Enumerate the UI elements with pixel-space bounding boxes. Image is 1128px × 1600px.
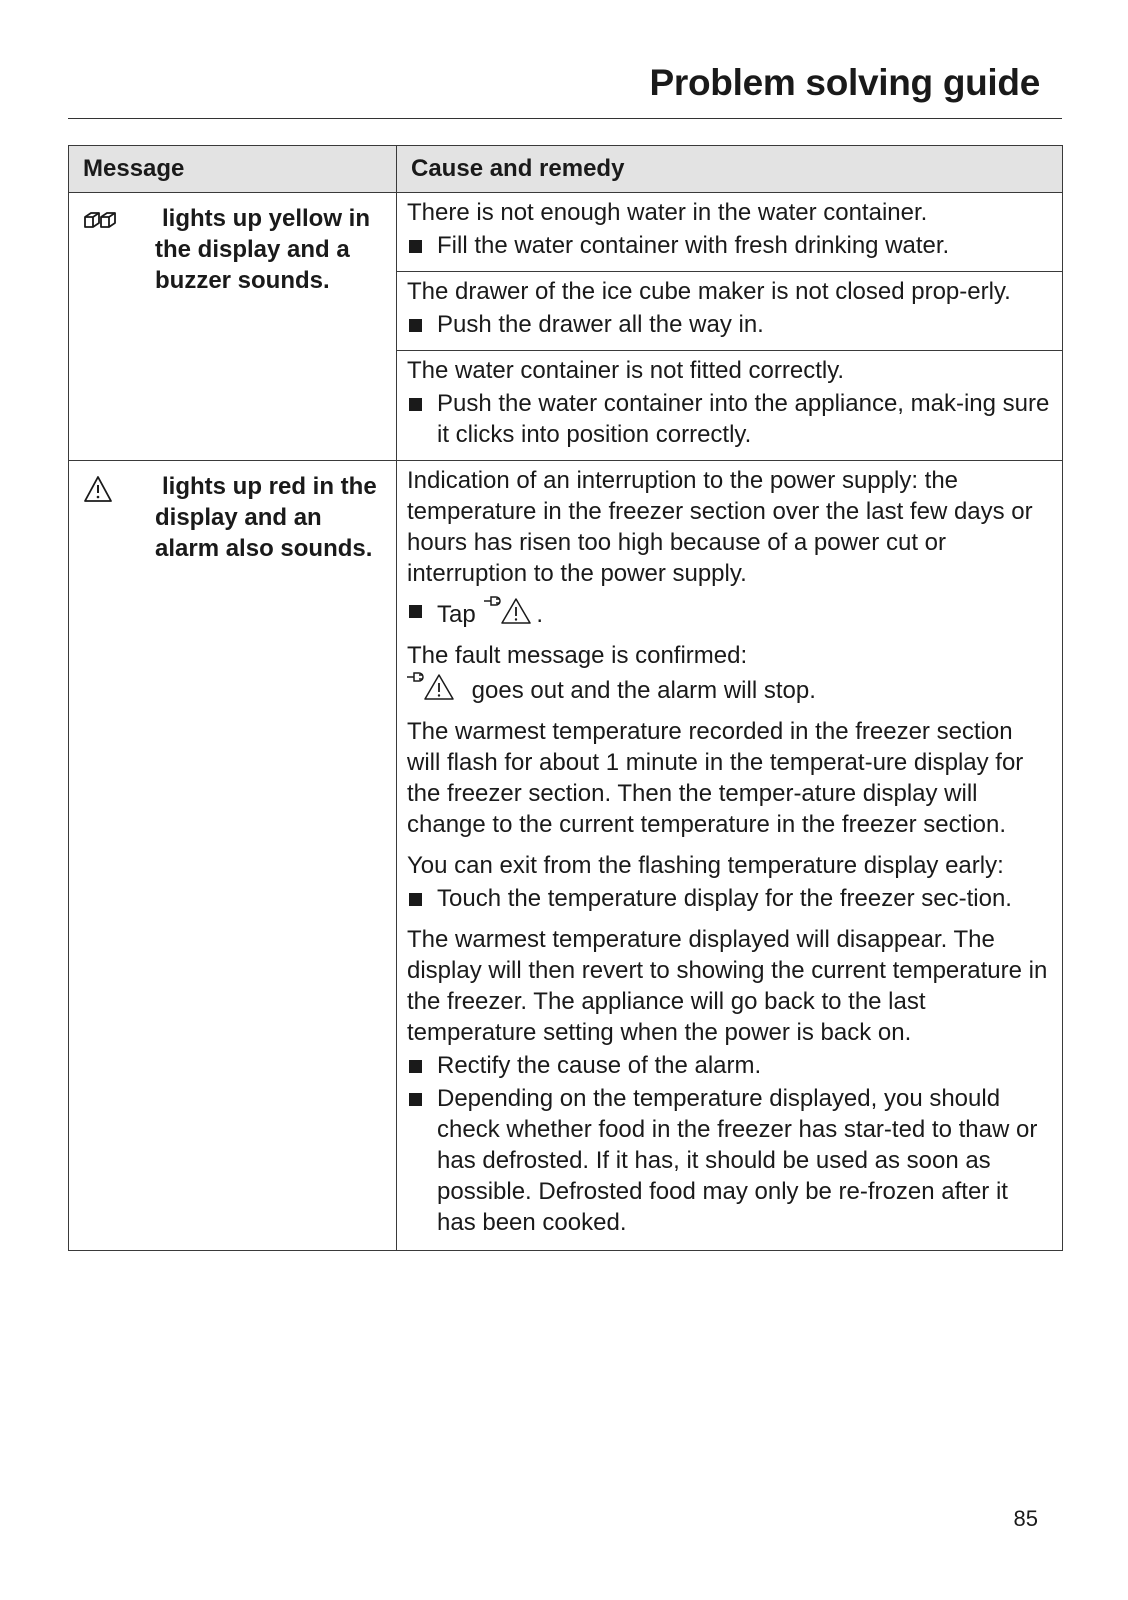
cause-text: The warmest temperature displayed will disappear. The display will then revert to showing the current temperature in the freezer. The appliance will go back to the last temperature setting when the power is back on.: [407, 926, 1048, 1046]
message-text: lights up red in the display and an alarm also sounds.: [155, 473, 377, 562]
column-header-cause: Cause and remedy: [397, 146, 1063, 193]
page-number: 85: [1013, 1506, 1038, 1531]
table-row: [69, 461, 1063, 1251]
cause-text: [407, 671, 1050, 706]
remedy-item: Rectify the cause of the alarm.: [407, 1050, 1050, 1081]
table-header-row: [69, 146, 1063, 193]
confirm-text: goes out and the alarm will stop.: [471, 677, 816, 704]
tap-label: Tap: [437, 601, 476, 628]
remedy-item: Fill the water container with fresh drinking water.: [407, 230, 1050, 261]
remedy-item: Touch the temperature display for the freezer sec-tion.: [407, 883, 1050, 914]
warning-triangle-icon: [83, 475, 119, 505]
cause-text: The drawer of the ice cube maker is not closed prop-erly.: [407, 278, 1011, 305]
problem-solving-table: [68, 145, 1063, 1251]
tap-suffix: .: [536, 601, 544, 628]
cause-cell: [397, 461, 1063, 1251]
cause-block: [397, 193, 1062, 271]
cause-text: You can exit from the flashing temperature display early:: [407, 852, 1004, 879]
message-text: lights up yellow in the display and a buzzer sounds.: [155, 205, 371, 294]
cause-block: [397, 461, 1062, 1250]
cause-text: The warmest temperature recorded in the freezer section will flash for about 1 minute in the temperat-ure display for the freezer section. Then the temper-ature display will change to the current temperature in the freezer section.: [407, 718, 1024, 838]
cause-text: Indication of an interruption to the power supply: the temperature in the freezer section over the last few days or hours has risen too high because of a power cut or interruption to the power supply.: [407, 467, 1033, 587]
message-cell: [69, 461, 397, 1251]
cause-text: The fault message is confirmed:: [407, 642, 748, 669]
cause-block: [397, 350, 1062, 460]
message-cell: [69, 193, 397, 461]
remedy-item: [407, 595, 1050, 630]
remedy-item: Push the drawer all the way in.: [407, 309, 1050, 340]
ice-cube-icon: [83, 207, 119, 237]
cause-block: [397, 271, 1062, 350]
cause-text: The water container is not fitted correctly.: [407, 357, 845, 384]
plug-warning-icon: [407, 671, 465, 701]
column-header-message: Message: [69, 146, 397, 193]
cause-cell: [397, 193, 1063, 461]
remedy-item: Push the water container into the appliance, mak-ing sure it clicks into position correctly.: [407, 388, 1050, 450]
table-row: [69, 193, 1063, 461]
title-divider: [68, 118, 1062, 119]
cause-text: There is not enough water in the water container.: [407, 199, 928, 226]
page-title: Problem solving guide: [649, 62, 1040, 103]
plug-warning-icon: [482, 595, 536, 625]
remedy-item: Depending on the temperature displayed, you should check whether food in the freezer has star-ted to thaw or has defrosted. If it has, it should be used as soon as possible. Defrosted food may only be re-frozen after it has been cooked.: [407, 1083, 1050, 1238]
